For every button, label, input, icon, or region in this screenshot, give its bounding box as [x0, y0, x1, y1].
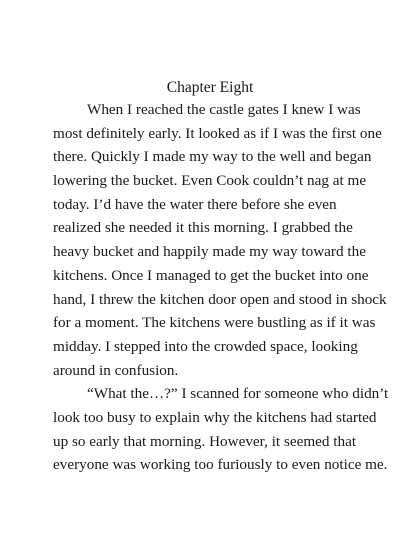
text-line: “What the…?” I scanned for someone who didn’t — [87, 385, 389, 403]
text-line: lowering the bucket. Even Cook couldn’t nag at me — [53, 172, 367, 190]
chapter-title: Chapter Eight — [166, 79, 254, 96]
text-line: most definitely early. It looked as if I was the first one — [53, 124, 382, 142]
text-line: hand, I threw the kitchen door open and stood in shock — [53, 290, 387, 308]
text-line: there. Quickly I made my way to the well and began — [53, 148, 372, 166]
text-line: kitchens. Once I managed to get the bucket into one — [53, 266, 369, 284]
body-text — [53, 101, 389, 480]
text-line: around in confusion. — [53, 361, 179, 379]
text-line: realized she needed it this morning. I grabbed the — [53, 219, 353, 237]
text-line: When I reached the castle gates I knew I was — [87, 101, 361, 118]
text-line: midday. I stepped into the crowded space, looking — [53, 337, 358, 355]
text-line: everyone was working too furiously to even notice me. — [53, 456, 388, 474]
text-line: heavy bucket and happily made my way toward the — [53, 243, 366, 261]
text-line: for a moment. The kitchens were bustling as if it was — [53, 314, 376, 332]
text-line: today. I’d have the water there before she even — [53, 195, 337, 213]
text-line: look too busy to explain why the kitchens had started — [53, 408, 377, 426]
text-line: up so early that morning. However, it seemed that — [53, 432, 357, 450]
